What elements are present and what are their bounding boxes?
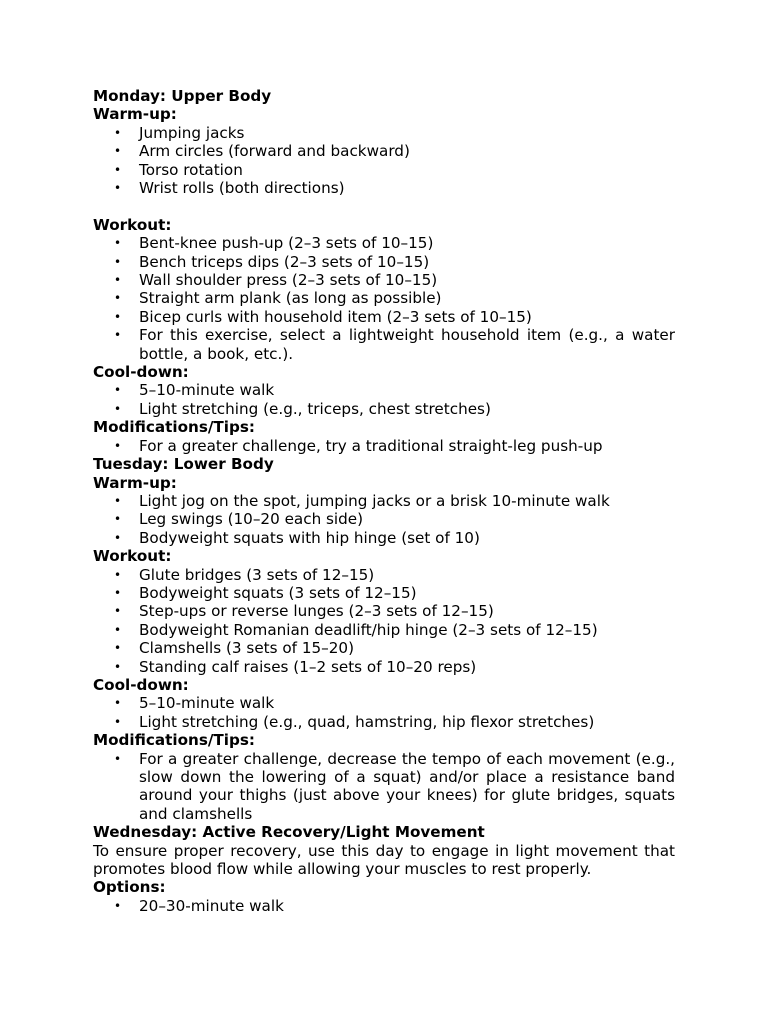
list-item-text: Torso rotation (139, 160, 243, 179)
list-item (93, 437, 675, 455)
list-item-text: Standing calf raises (1–2 sets of 10–20 reps) (139, 657, 477, 676)
list-item-text: Wall shoulder press (2–3 sets of 10–15) (139, 271, 438, 290)
bullet-icon: • (114, 144, 122, 159)
list-item-text: Wrist rolls (both directions) (139, 179, 345, 198)
bullet-icon: • (114, 751, 122, 766)
bullet-icon: • (114, 273, 122, 288)
list-item-text: 20–30-minute walk (139, 896, 284, 915)
list-item (93, 658, 675, 676)
bullet-icon: • (114, 659, 122, 674)
list-item-text: Clamshells (3 sets of 15–20) (139, 639, 354, 658)
tuesday-workout-list (93, 566, 675, 676)
list-item (93, 400, 675, 418)
list-item-text: Jumping jacks (139, 123, 245, 142)
bullet-icon: • (114, 125, 122, 140)
list-item-text: Arm circles (forward and backward) (139, 142, 410, 161)
list-item (93, 271, 675, 289)
list-item-text: Light stretching (e.g., quad, hamstring, hip flexor stretches) (139, 712, 595, 731)
bullet-icon: • (114, 714, 122, 729)
list-item-text: For a greater challenge, try a traditional straight-leg push-up (139, 436, 603, 455)
list-item (93, 897, 675, 915)
list-item (93, 124, 675, 142)
monday-workout-list (93, 234, 675, 363)
list-item (93, 529, 675, 547)
bullet-icon: • (114, 438, 122, 453)
bullet-icon: • (114, 493, 122, 508)
list-item (93, 234, 675, 252)
list-item (93, 566, 675, 584)
list-item-text: Bench triceps dips (2–3 sets of 10–15) (139, 252, 430, 271)
list-item-text: Bicep curls with household item (2–3 sets of 10–15) (139, 307, 532, 326)
list-item (93, 326, 675, 363)
list-item-text: Straight arm plank (as long as possible) (139, 289, 442, 308)
list-item-text: Bodyweight squats (3 sets of 12–15) (139, 583, 417, 602)
bullet-icon: • (114, 512, 122, 527)
list-item (93, 621, 675, 639)
bullet-icon: • (114, 254, 122, 269)
list-item (93, 253, 675, 271)
bullet-icon: • (114, 585, 122, 600)
bullet-icon: • (114, 567, 122, 582)
list-item-text: Bodyweight Romanian deadlift/hip hinge (2–3 sets of 12–15) (139, 620, 598, 639)
list-item (93, 694, 675, 712)
list-item (93, 308, 675, 326)
tuesday-warmup-list (93, 492, 675, 547)
list-item-text: Bodyweight squats with hip hinge (set of 10) (139, 528, 480, 547)
list-item-text: Light stretching (e.g., triceps, chest stretches) (139, 399, 491, 418)
bullet-icon: • (114, 530, 122, 545)
monday-cooldown-list (93, 381, 675, 418)
list-item (93, 584, 675, 602)
wednesday-options-heading: Options: (93, 878, 166, 897)
monday-title: Monday: Upper Body (93, 87, 272, 105)
list-item (93, 713, 675, 731)
bullet-icon: • (114, 383, 122, 398)
monday-workout-heading: Workout: (93, 215, 172, 234)
tuesday-tips-list (93, 750, 675, 824)
list-item (93, 492, 675, 510)
list-item-text: For this exercise, select a lightweight household item (e.g., a water bottle, a book, etc.). (139, 326, 675, 363)
tuesday-cooldown-list (93, 694, 675, 731)
monday-warmup-list (93, 124, 675, 198)
document-page (93, 87, 675, 915)
list-item (93, 750, 675, 824)
list-item (93, 639, 675, 657)
tuesday-tips-heading: Modifications/Tips: (93, 731, 255, 750)
list-item-text: Glute bridges (3 sets of 12–15) (139, 565, 375, 584)
bullet-icon: • (114, 696, 122, 711)
list-item (93, 161, 675, 179)
list-item-text: Bent-knee push-up (2–3 sets of 10–15) (139, 234, 434, 253)
bullet-icon: • (114, 641, 122, 656)
list-item-text: For a greater challenge, decrease the tempo of each movement (e.g., slow down the lowering of a squat) and/or place a resistance band around your thighs (just above your knees) for glute bridges, squats and clamshells (139, 749, 675, 823)
bullet-icon: • (114, 604, 122, 619)
list-item (93, 510, 675, 528)
bullet-icon: • (114, 181, 122, 196)
tuesday-title: Tuesday: Lower Body (93, 455, 274, 474)
list-item-text: Light jog on the spot, jumping jacks or a brisk 10-minute walk (139, 491, 610, 510)
list-item (93, 381, 675, 399)
monday-tips-heading: Modifications/Tips: (93, 418, 255, 437)
tuesday-warmup-heading: Warm-up: (93, 473, 177, 492)
section-spacer (93, 197, 675, 215)
list-item (93, 179, 675, 197)
bullet-icon: • (114, 309, 122, 324)
wednesday-description: To ensure proper recovery, use this day to engage in light movement that promotes blood flow while allowing your muscles to rest properly. (93, 841, 675, 879)
bullet-icon: • (114, 401, 122, 416)
list-item (93, 289, 675, 307)
wednesday-options-list (93, 897, 675, 915)
tuesday-cooldown-heading: Cool-down: (93, 675, 189, 694)
bullet-icon: • (114, 236, 122, 251)
list-item-text: Step-ups or reverse lunges (2–3 sets of 12–15) (139, 602, 494, 621)
bullet-icon: • (114, 622, 122, 637)
monday-tips-list (93, 437, 675, 455)
bullet-icon: • (114, 898, 122, 913)
bullet-icon: • (114, 291, 122, 306)
monday-cooldown-heading: Cool-down: (93, 363, 189, 382)
wednesday-title: Wednesday: Active Recovery/Light Movement (93, 823, 485, 842)
bullet-icon: • (114, 162, 122, 177)
list-item-text: 5–10-minute walk (139, 694, 275, 713)
list-item (93, 142, 675, 160)
monday-warmup-heading: Warm-up: (93, 105, 177, 124)
list-item-text: Leg swings (10–20 each side) (139, 510, 364, 529)
list-item-text: 5–10-minute walk (139, 381, 275, 400)
list-item (93, 602, 675, 620)
tuesday-workout-heading: Workout: (93, 547, 172, 566)
bullet-icon: • (114, 328, 122, 343)
